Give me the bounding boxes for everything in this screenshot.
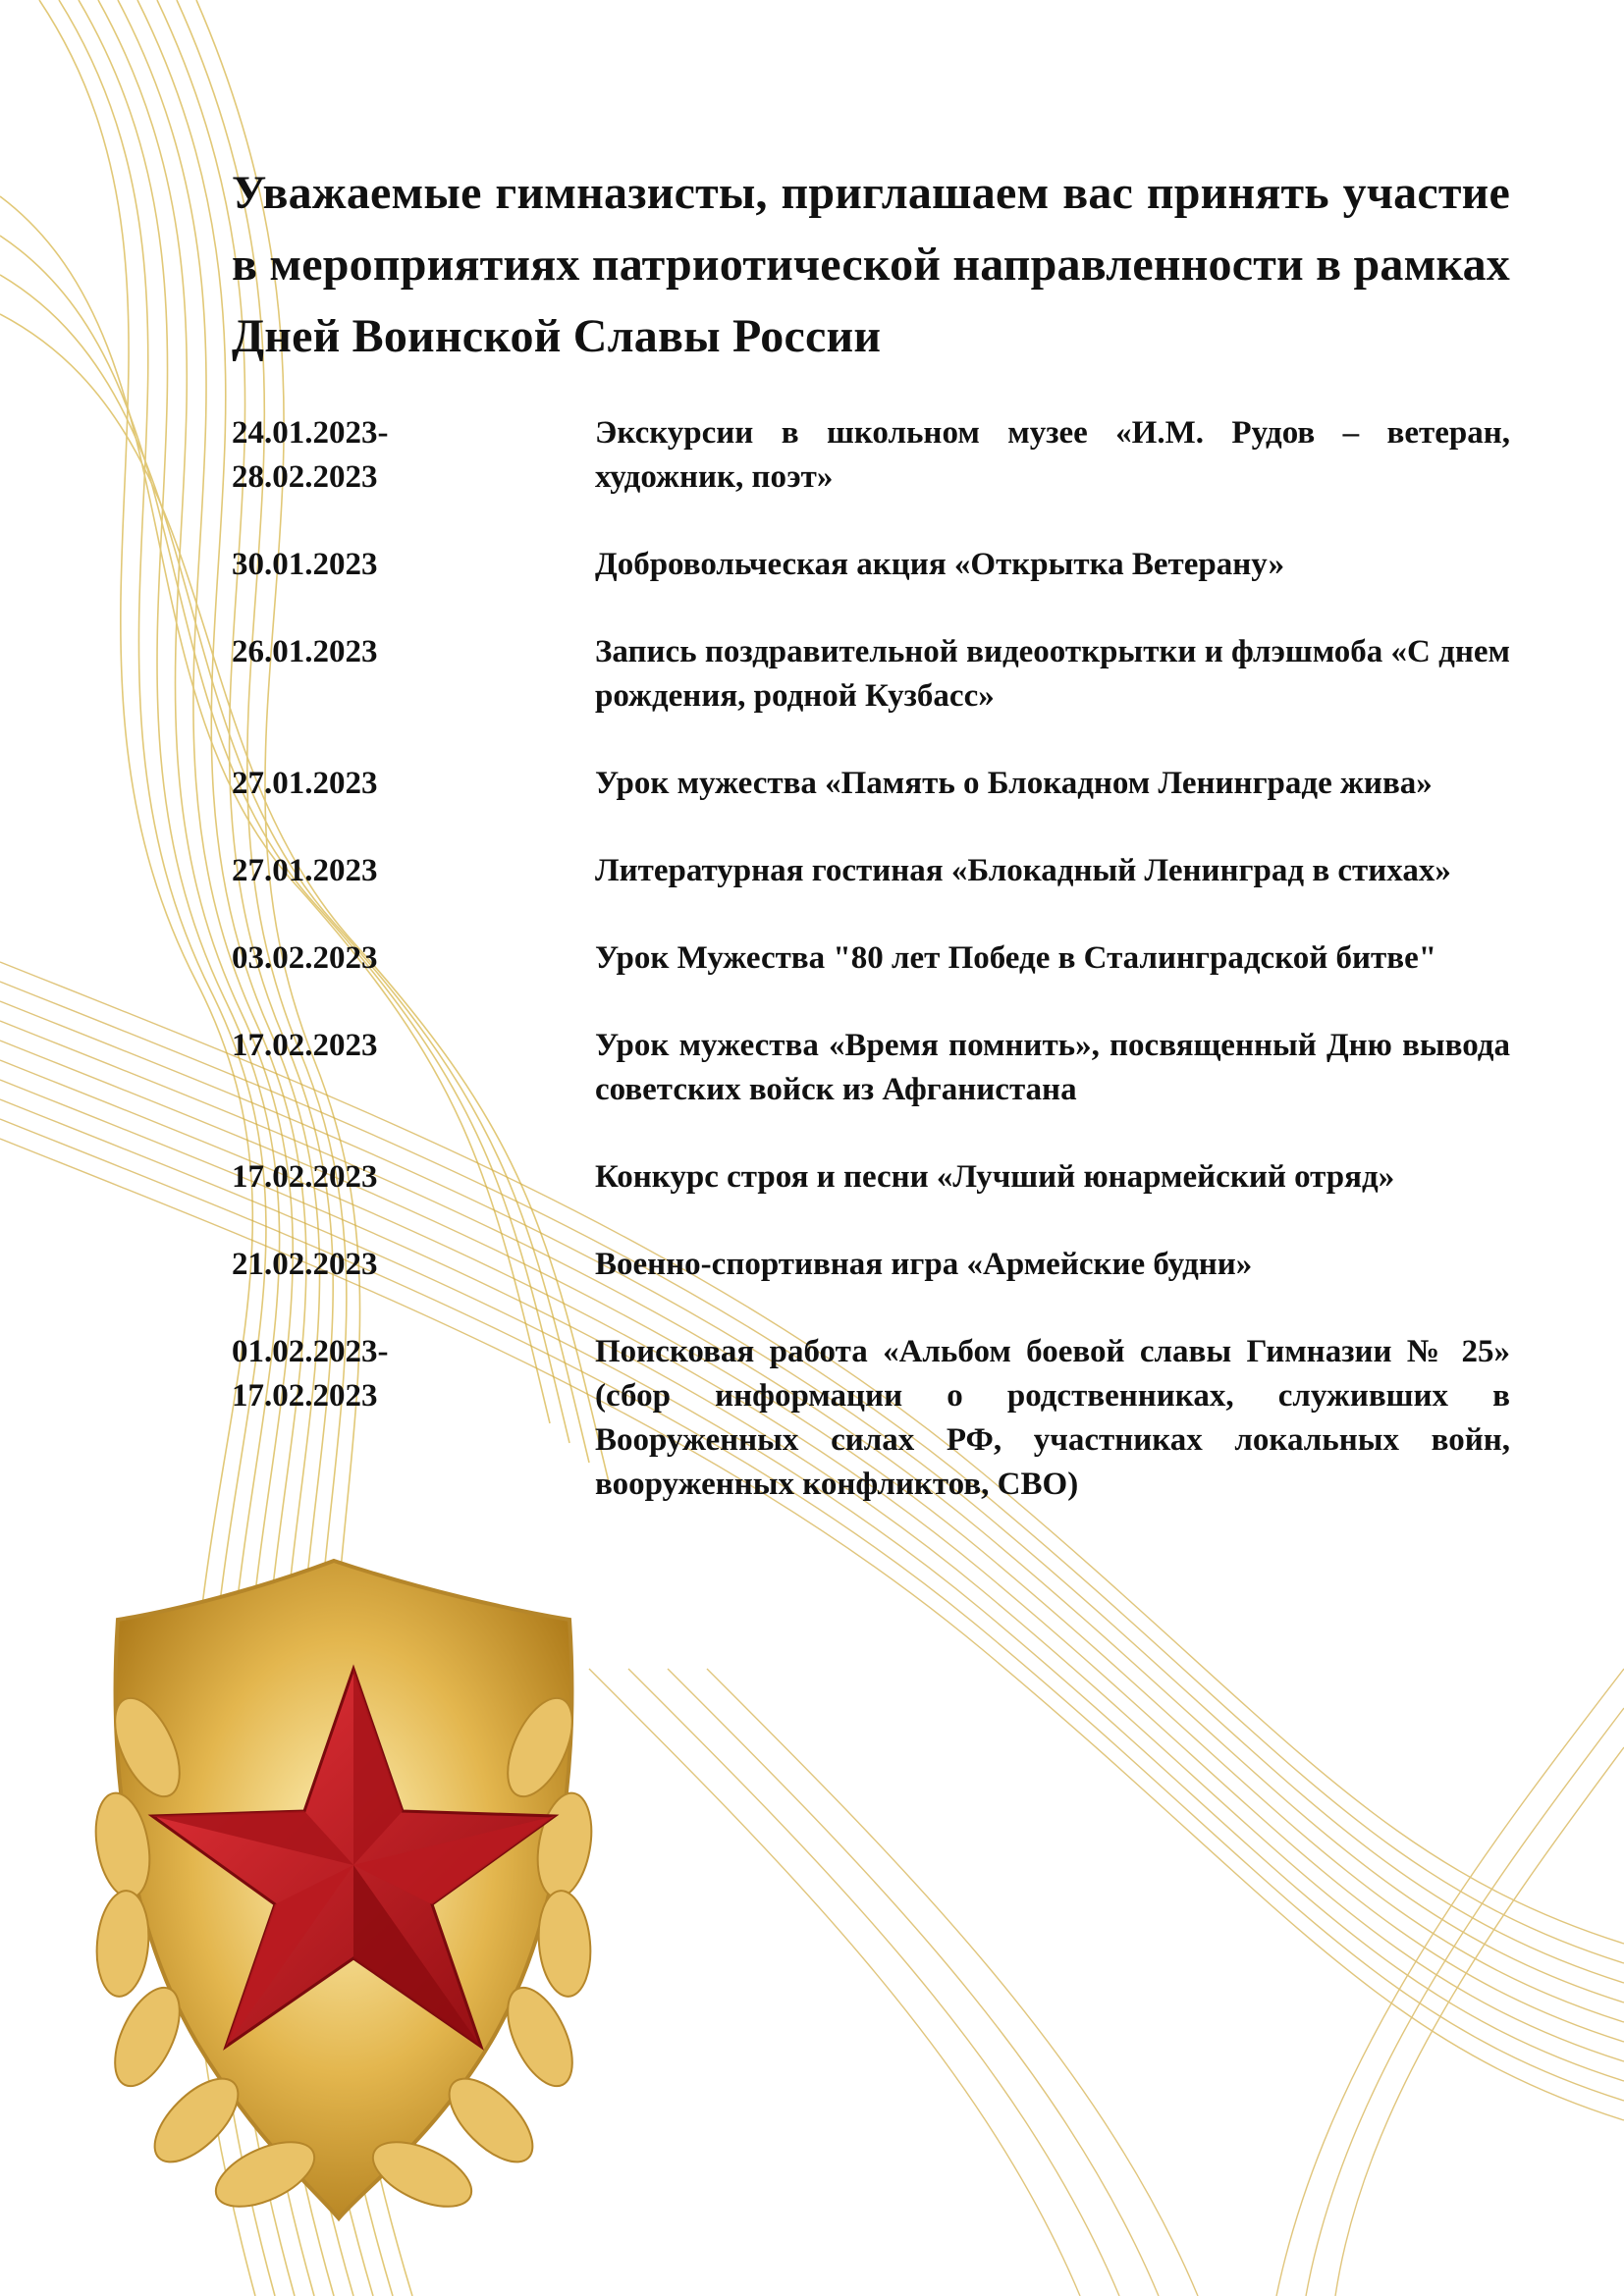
list-item	[232, 936, 1510, 981]
event-title: Урок мужества «Память о Блокадном Ленинграде жива»	[595, 766, 1433, 801]
content-area	[232, 157, 1510, 1507]
event-date: 17.02.2023	[232, 1028, 378, 1063]
event-date: 24.01.2023- 28.02.2023	[232, 415, 389, 495]
event-date: 30.01.2023	[232, 547, 378, 582]
event-title: Урок мужества «Время помнить», посвященный Дню вывода советских войск из Афганистана	[595, 1028, 1510, 1107]
laurel-wreath-red-star-emblem-icon	[88, 1561, 599, 2219]
event-date: 27.01.2023	[232, 853, 378, 888]
list-item	[232, 1330, 1510, 1507]
list-item	[232, 849, 1510, 893]
event-date: 27.01.2023	[232, 766, 378, 801]
events-list	[232, 411, 1510, 1507]
list-item	[232, 630, 1510, 719]
event-title: Конкурс строя и песни «Лучший юнармейский отряд»	[595, 1159, 1395, 1195]
list-item	[232, 1155, 1510, 1200]
event-date: 01.02.2023- 17.02.2023	[232, 1334, 389, 1414]
list-item	[232, 411, 1510, 500]
event-title: Запись поздравительной видеооткрытки и флэшмоба «С днем рождения, родной Кузбасс»	[595, 634, 1510, 714]
list-item	[232, 1243, 1510, 1287]
list-item	[232, 1024, 1510, 1112]
event-title: Добровольческая акция «Открытка Ветерану»	[595, 547, 1285, 582]
event-date: 21.02.2023	[232, 1247, 378, 1282]
event-date: 03.02.2023	[232, 940, 378, 976]
list-item	[232, 543, 1510, 587]
event-title: Военно-спортивная игра «Армейские будни»	[595, 1247, 1253, 1282]
event-title: Литературная гостиная «Блокадный Ленинград в стихах»	[595, 853, 1451, 888]
event-title: Урок Мужества "80 лет Победе в Сталинградской битве"	[595, 940, 1437, 976]
event-date: 17.02.2023	[232, 1159, 378, 1195]
page-title: Уважаемые гимназисты, приглашаем вас принять участие в мероприятиях патриотической направленности в рамках Дней Воинской Славы России	[232, 167, 1510, 362]
event-title: Поисковая работа «Альбом боевой славы Гимназии № 25» (сбор информации о родственниках, служивших в Вооруженных силах РФ, участниках локальных войн, вооруженных конфликтов, СВО)	[595, 1334, 1510, 1502]
event-date: 26.01.2023	[232, 634, 378, 669]
event-title: Экскурсии в школьном музее «И.М. Рудов – ветеран, художник, поэт»	[595, 415, 1510, 495]
list-item	[232, 762, 1510, 806]
